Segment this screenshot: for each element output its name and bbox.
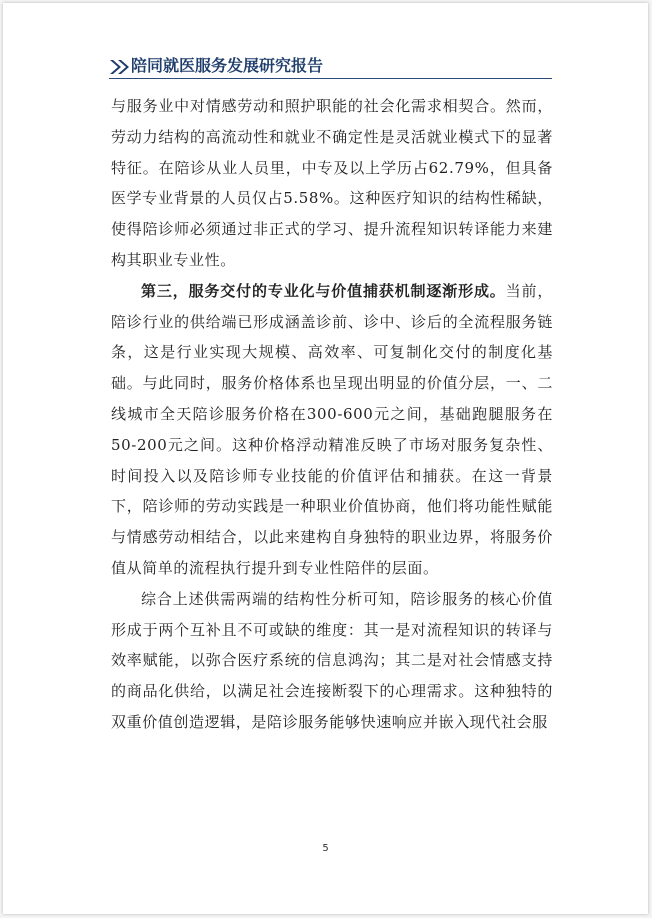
paragraph-text: 综合上述供需两端的结构性分析可知，陪诊服务的核心价值形成于两个互补且不可或缺的维度：其一是对流程知识的转译与效率赋能，以弥合医疗系统的信息鸿沟；其二是对社会情感支持的商品化供给，以满足社会连接断裂下的心理需求。这种独特的双重价值创造逻辑，是陪诊服务能够快速响应并嵌入现代社会服 — [111, 589, 553, 731]
paragraph-summary — [111, 584, 553, 738]
paragraph-third-point — [111, 276, 553, 584]
header-divider — [109, 78, 552, 79]
paragraph-lead-bold: 第三，服务交付的专业化与价值捕获机制逐渐形成。 — [141, 281, 506, 300]
body-text — [111, 91, 553, 738]
paragraph-text: 与服务业中对情感劳动和照护职能的社会化需求相契合。然而，劳动力结构的高流动性和就业不确定性是灵活就业模式下的显著特征。在陪诊从业人员里，中专及以上学历占62.79%，但具备医学专业背景的人员仅占5.58%。这种医疗知识的结构性稀缺，使得陪诊师必须通过非正式的学习、提升流程知识转译能力来建构其职业专业性。 — [111, 97, 553, 269]
running-header — [109, 53, 552, 81]
paragraph-continuation — [111, 91, 553, 276]
document-page — [3, 3, 648, 914]
report-title: 陪同就医服务发展研究报告 — [131, 56, 324, 75]
paragraph-text: 当前，陪诊行业的供给端已形成涵盖诊前、诊中、诊后的全流程服务链条，这是行业实现大规模、高效率、可复制化交付的制度化基础。与此同时，服务价格体系也呈现出明显的价值分层，一、二线城市全天陪诊服务价格在300-600元之间，基础跑腿服务在50-200元之间。这种价格浮动精准反映了市场对服务复杂性、时间投入以及陪诊师专业技能的价值评估和捕获。在这一背景下，陪诊师的劳动实践是一种职业价值协商，他们将功能性赋能与情感劳动相结合，以此来建构自身独特的职业边界，将服务价值从简单的流程执行提升到专业性陪伴的层面。 — [111, 281, 553, 577]
page-number: 5 — [322, 843, 329, 854]
double-chevron-right-icon — [109, 59, 131, 75]
